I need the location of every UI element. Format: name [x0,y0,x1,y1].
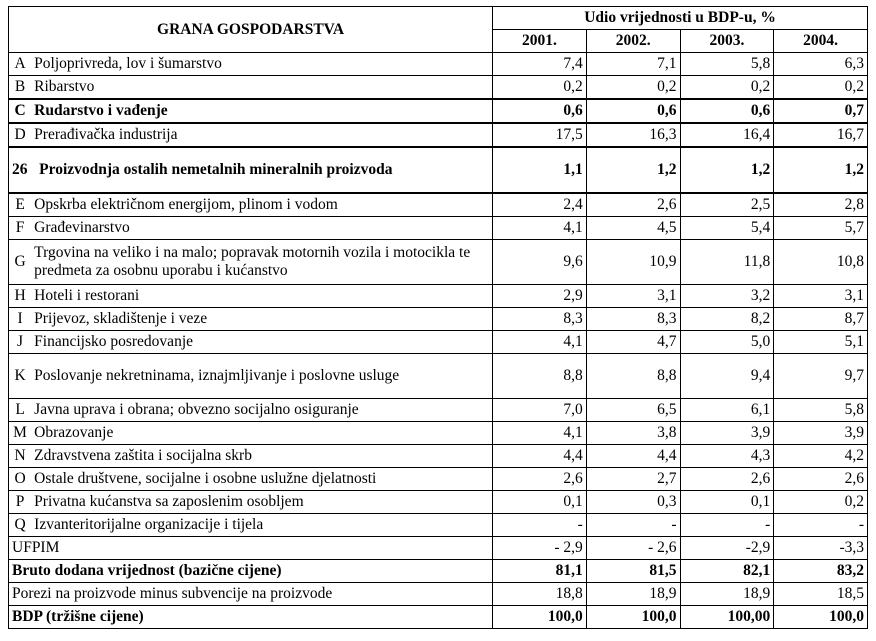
table-row [9,76,868,100]
summary-name: BDP (tržišne cijene) [9,606,493,629]
cell-2004: 4,2 [774,445,868,468]
table-row [9,514,868,537]
cell-2001: 100,0 [493,606,587,629]
row-code: 26 [12,161,28,179]
cell-2001: 8,8 [493,354,587,399]
row-name: Proizvodnja ostalih nemetalnih mineralnih proizvoda [39,161,393,179]
cell-2003: 2,5 [680,193,774,217]
cell-2003: - [680,514,774,537]
cell-2004: 6,3 [774,53,868,76]
cell-2003: 6,1 [680,399,774,422]
cell-2004: 83,2 [774,560,868,583]
cell-2003: 5,8 [680,53,774,76]
row-code: G [9,240,32,285]
summary-name: Bruto dodana vrijednost (bazične cijene) [9,560,493,583]
row-code: P [9,491,32,514]
cell-2001: 7,0 [493,399,587,422]
table-row [9,285,868,308]
cell-2001: 0,1 [493,491,587,514]
row-code: M [9,422,32,445]
cell-2003: 11,8 [680,240,774,285]
header-year-2004: 2004. [774,30,868,53]
gdp-share-table [8,6,868,629]
cell-2004: 0,7 [774,99,868,123]
row-code: L [9,399,32,422]
table-row [9,217,868,240]
cell-2003: 82,1 [680,560,774,583]
row-name: Poslovanje nekretninama, iznajmljivanje i poslovne usluge [31,354,492,399]
row-code: F [9,217,32,240]
cell-2001: 4,4 [493,445,587,468]
row-code: H [9,285,32,308]
cell-2001: 1,1 [493,147,587,193]
cell-2002: 81,5 [586,560,680,583]
cell-2003: 5,0 [680,331,774,354]
row-name: Prerađivačka industrija [31,123,492,147]
cell-2002: 2,6 [586,193,680,217]
row-name: Ostale društvene, socijalne i osobne uslužne djelatnosti [31,468,492,491]
cell-2001: 4,1 [493,422,587,445]
row-code: Q [9,514,32,537]
row-code: O [9,468,32,491]
summary-name: Porezi na proizvode minus subvencije na proizvode [9,583,493,606]
row-name: Rudarstvo i vađenje [31,99,492,123]
cell-2004: 9,7 [774,354,868,399]
cell-2004: 16,7 [774,123,868,147]
cell-2001: 8,3 [493,308,587,331]
cell-2001: 0,6 [493,99,587,123]
header-year-2001: 2001. [493,30,587,53]
cell-2001: 7,4 [493,53,587,76]
cell-2001: 2,4 [493,193,587,217]
row-code: B [9,76,32,100]
cell-2002: 8,8 [586,354,680,399]
cell-2003: 16,4 [680,123,774,147]
row-name: Trgovina na veliko i na malo; popravak motornih vozila i motocikla te predmeta za osobnu uporabu i kućanstvo [31,240,492,285]
cell-2003: 3,2 [680,285,774,308]
cell-2003: 9,4 [680,354,774,399]
table-row [9,422,868,445]
row-name: Javna uprava i obrana; obvezno socijalno osiguranje [31,399,492,422]
cell-2002: 1,2 [586,147,680,193]
summary-row [9,560,868,583]
cell-2001: 4,1 [493,217,587,240]
cell-2001: - 2,9 [493,537,587,560]
cell-2003: 18,9 [680,583,774,606]
cell-2004: 5,1 [774,331,868,354]
cell-2003: 8,2 [680,308,774,331]
table-row [9,193,868,217]
table-row-highlight [9,99,868,123]
cell-2004: 2,8 [774,193,868,217]
header-year-2002: 2002. [586,30,680,53]
cell-2004: 8,7 [774,308,868,331]
cell-2004: 18,5 [774,583,868,606]
header-grana: GRANA GOSPODARSTVA [9,7,493,53]
table-row [9,354,868,399]
cell-2002: - 2,6 [586,537,680,560]
row-code: A [9,53,32,76]
cell-2004: 10,8 [774,240,868,285]
cell-2002: 7,1 [586,53,680,76]
cell-2003: 0,2 [680,76,774,100]
cell-2004: 3,1 [774,285,868,308]
cell-2002: 2,7 [586,468,680,491]
cell-2003: 5,4 [680,217,774,240]
cell-2002: 4,7 [586,331,680,354]
row-code: C [9,99,32,123]
row-code: E [9,193,32,217]
row-name: Financijsko posredovanje [31,331,492,354]
cell-2001: - [493,514,587,537]
cell-2004: - [774,514,868,537]
cell-2002: 18,9 [586,583,680,606]
row-code: K [9,354,32,399]
cell-2004: 0,2 [774,491,868,514]
table-row [9,445,868,468]
table-row [9,123,868,147]
cell-2002: 16,3 [586,123,680,147]
cell-2002: 0,3 [586,491,680,514]
row-name: Privatna kućanstva sa zaposlenim osobljem [31,491,492,514]
cell-2001: 18,8 [493,583,587,606]
row-name: Poljoprivreda, lov i šumarstvo [31,53,492,76]
cell-2002: 3,1 [586,285,680,308]
row-code: J [9,331,32,354]
cell-2003: 1,2 [680,147,774,193]
cell-2002: 100,0 [586,606,680,629]
summary-row [9,606,868,629]
table-row [9,468,868,491]
cell-2001: 2,6 [493,468,587,491]
row-name: Ribarstvo [31,76,492,100]
cell-2004: 1,2 [774,147,868,193]
cell-2004: 5,7 [774,217,868,240]
cell-2003: 0,1 [680,491,774,514]
cell-2002: 3,8 [586,422,680,445]
row-name: Opskrba električnom energijom, plinom i vodom [31,193,492,217]
cell-2002: 10,9 [586,240,680,285]
cell-2002: - [586,514,680,537]
table-row-highlight [9,147,868,193]
summary-row [9,583,868,606]
cell-2001: 2,9 [493,285,587,308]
table-row [9,399,868,422]
row-name: Hoteli i restorani [31,285,492,308]
cell-2003: 100,00 [680,606,774,629]
cell-2001: 9,6 [493,240,587,285]
header-year-2003: 2003. [680,30,774,53]
row-name: Građevinarstvo [31,217,492,240]
cell-2004: 0,2 [774,76,868,100]
cell-2002: 4,4 [586,445,680,468]
cell-2003: -2,9 [680,537,774,560]
table-row [9,308,868,331]
table-row [9,53,868,76]
cell-2003: 2,6 [680,468,774,491]
table-row [9,331,868,354]
cell-2002: 4,5 [586,217,680,240]
row-subsection [9,147,493,193]
cell-2004: 2,6 [774,468,868,491]
cell-2001: 81,1 [493,560,587,583]
cell-2003: 3,9 [680,422,774,445]
summary-name: UFPIM [9,537,493,560]
table-row [9,491,868,514]
table-row [9,240,868,285]
row-name: Izvanteritorijalne organizacije i tijela [31,514,492,537]
row-name: Obrazovanje [31,422,492,445]
cell-2002: 0,2 [586,76,680,100]
cell-2001: 0,2 [493,76,587,100]
cell-2002: 0,6 [586,99,680,123]
cell-2003: 4,3 [680,445,774,468]
cell-2004: 100,0 [774,606,868,629]
row-code: D [9,123,32,147]
cell-2001: 17,5 [493,123,587,147]
cell-2003: 0,6 [680,99,774,123]
summary-row [9,537,868,560]
row-name: Prijevoz, skladištenje i veze [31,308,492,331]
row-code: I [9,308,32,331]
cell-2001: 4,1 [493,331,587,354]
row-code: N [9,445,32,468]
header-udio: Udio vrijednosti u BDP-u, % [493,7,868,30]
cell-2002: 6,5 [586,399,680,422]
cell-2004: -3,3 [774,537,868,560]
cell-2002: 8,3 [586,308,680,331]
cell-2004: 5,8 [774,399,868,422]
row-name: Zdravstvena zaštita i socijalna skrb [31,445,492,468]
cell-2004: 3,9 [774,422,868,445]
